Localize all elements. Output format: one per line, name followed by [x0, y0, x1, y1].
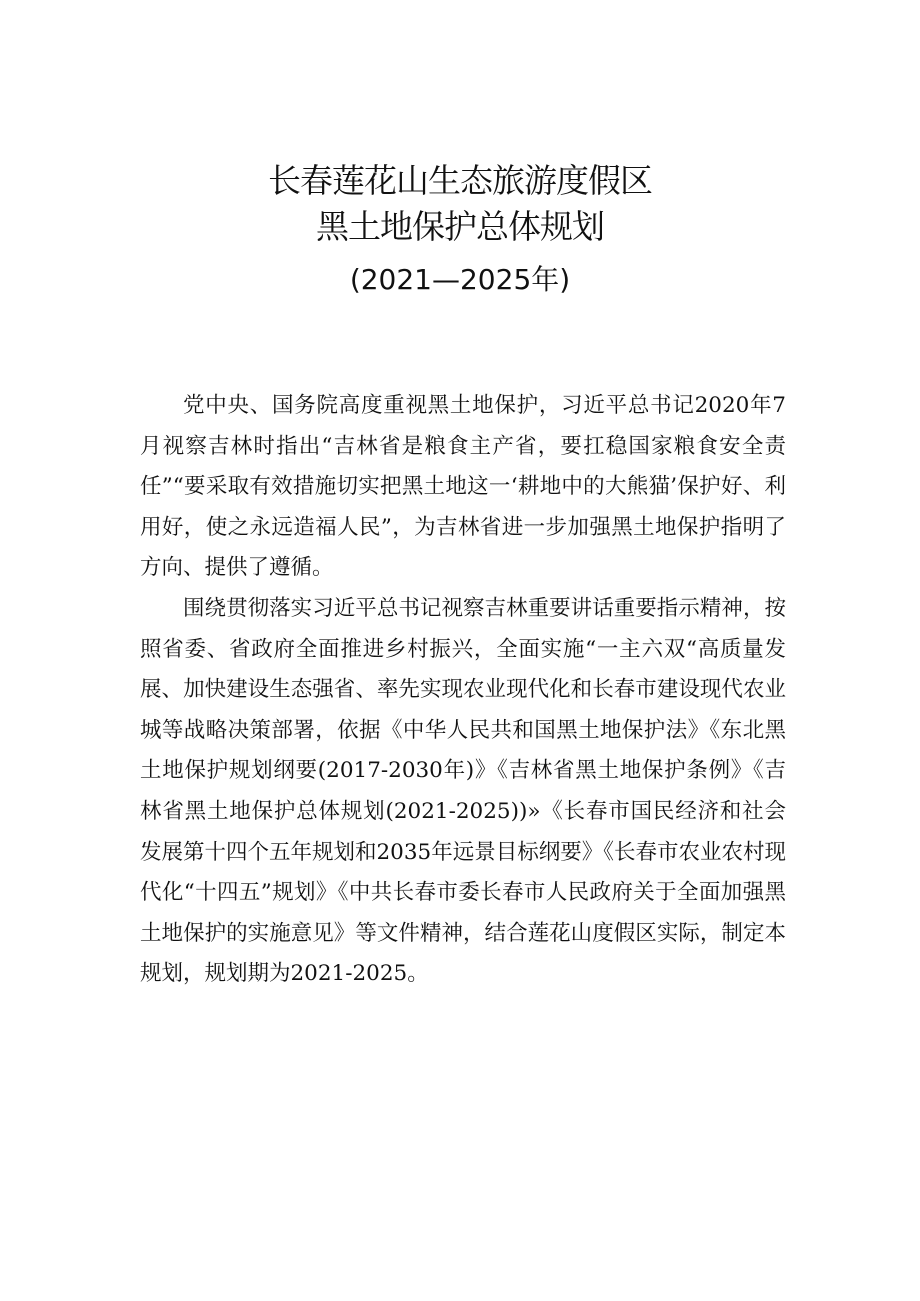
document-title-line-1: 长春莲花山生态旅游度假区 [268, 161, 652, 200]
document-title-line-2: 黑土地保护总体规划 [316, 207, 604, 246]
body-paragraph-2: 围绕贯彻落实习近平总书记视察吉林重要讲话重要指示精神，按照省委、省政府全面推进乡村振兴，全面实施“一主六双“高质量发展、加快建设生态强省、率先实现农业现代化和长春市建设现代农业城等战略决策部署，依据《中华人民共和国黑土地保护法》《东北黑土地保护规划纲要(2017-2030年)》《吉林省黑土地保护条例》《吉林省黑土地保护总体规划(2021-2025))»《长春市国民经济和社会发展第十四个五年规划和2035年远景目标纲要》《长春市农业农村现代化“十四五”规划》《中共长春市委长春市人民政府关于全面加强黑土地保护的实施意见》等文件精神，结合莲花山度假区实际，制定本规划，规划期为2021-2025。 [140, 595, 786, 987]
document-body [140, 386, 786, 995]
document-title-years: (2021—2025年) [349, 263, 571, 296]
document-title-block [0, 158, 920, 310]
body-paragraph-1: 党中央、国务院高度重视黑土地保护，习近平总书记2020年7月视察吉林时指出“吉林省是粮食主产省，要扛稳国家粮食安全责任”“要采取有效措施切实把黑土地这一‘耕地中的大熊猫’保护好、利用好，使之永远造福人民”，为吉林省进一步加强黑土地保护指明了方向、提供了遵循。 [140, 393, 786, 581]
